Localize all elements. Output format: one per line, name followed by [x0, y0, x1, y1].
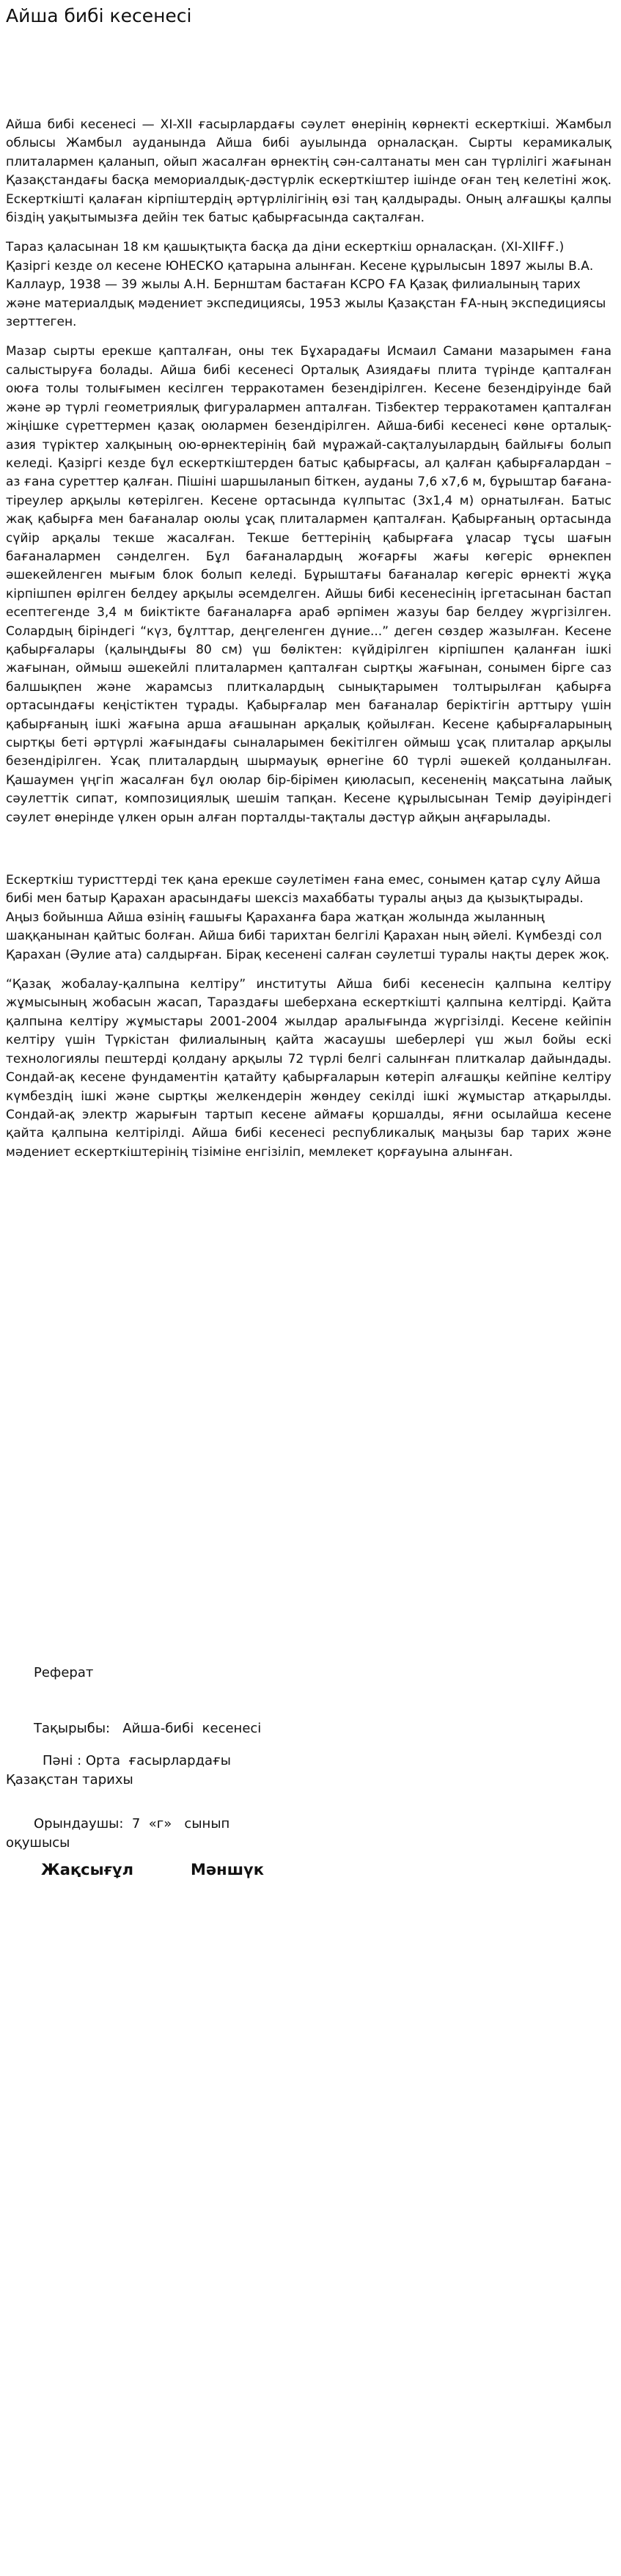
- report-label: Реферат: [34, 1665, 94, 1680]
- paragraph-architecture: Мазар сырты ерекше қапталған, оны тек Бұхарадағы Исмаил Самани мазарымен ғана салыстыруға болады. Айша бибі кесенесі Орталық Азиядағы плита түрінде қапталған оюға толы толығымен кесілген терракотамен безендірілген. Кесене безендіруінде бай және әр түрлі геометриялық фигуралармен апталған. Тізбектер терракотамен қапталған жіңішке сүреттермен қазақ оюлармен безендірілген. Айша-бибі кесенесі көне орталық-азия түріктер халқының ою-өрнектерінің бай мұражай-сақталуылардың байлығы болып келеді. Қазіргі кезде бұл ескерткіштерден батыс қабырғасы, ал қалған қабырғалардан – аз ғана суреттер қалған. Пішіні шаршыланып біткен, ауданы 7,6 х7,6 м, бұрыштар бағана-тіреулер арқылы көтерілген. Кесене ортасында күлпытас (3х1,4 м) орнатылған. Батыс жақ қабырға мен бағаналар оюлы ұсақ плиталармен қапталған. Қабырғаның ортасында сүйір арқалы текше жасалған. Текше беттерінің қабырғаға ұласар тұсы шағын бағаналармен сәнделген. Бұл бағаналардың жоғарғы жағы көгеріс өрнекпен әшекейленген мығым блок болып келеді. Бұрыштағы бағаналар көгеріс өрнекті жұқа кірпішпен өрілген белдеу арқылы әсемделген. Айшы бибі кесенесінің іргетасынан бастап есептегенде 3,4 м биіктікте бағаналарға араб әрпімен жазуы бар белдеу жүргізілген. Солардың біріндегі “күз, бұлттар, деңгеленген дүние...” деген сөздер жазылған. Кесене қабырғалары (қалыңдығы 80 см) үш бөліктен: күйдірілген кірпішпен қаланған ішкі жағынан, оймыш әшекейлі плиталармен қапталған сыртқы жағынан, сонымен бірге саз балшықпен және жарамсыз плиткалардың сынықтарымен толтырылған қабырға ортасындағы кеңістіктен тұрады. Қабырғалар мен бағаналар беріктігін арттыру үшін қабырғаның ішкі жағына арша ағашынан арқалық қойылған. Кесене қабырғаларының сыртқы беті әртүрлі жағындағы сыналарымен бекітілген оймыш ұсақ плиталар арқылы безендірілген. Ұсақ плиталардың шырмауық өрнегіне 60 түрлі әшекей қолданылған. Қашаумен үңгіп жасалған бұл оюлар бір-бірімен қиюласып, кесененің мақсатына лайық сәулеттік сипат, композициялық шешім тапқан. Кесене құрылысынан Темір дәуіріндегі сәулет өнерінде үлкен орын алған порталды-тақталы дәстүр айқын аңғарылады.: [6, 344, 611, 825]
- paragraph-intro: Айша бибі кесенесі — XI-XII ғасырлардағы сәулет өнерінің көрнекті ескерткіші. Жамбыл облысы Жамбыл ауданында Айша бибі ауылында орналасқан. Сырты керамикалық плиталармен қаланып, ойып жасалған өрнектің сән-салтанаты мен сан түрлілігі жағынан Қазақстандағы басқа мемориалдық-дәстүрлік ескерткіштер ішінде оған тең келетіні жоқ. Ескерткішті қалаған кірпіштердің әртүрлілігінің өзі таң қалдырады. Оның алғашқы қалпы біздің уақытымызға дейін тек батыс қабырғасында сақталған.: [6, 117, 611, 226]
- report-subject: Пәні : Орта ғасырлардағы: [43, 1753, 231, 1768]
- report-executor: Орындаушы: 7 «г» сынып: [34, 1816, 230, 1832]
- student-last-name: Мәншүк: [191, 1861, 264, 1878]
- report-subject-continued: Қазақстан тарихы: [6, 1772, 133, 1788]
- student-first-name: Жақсығұл: [41, 1861, 134, 1878]
- page-title: Айша бибі кесенесі: [6, 5, 192, 26]
- student-name: [6, 1860, 611, 1879]
- report-executor-continued: оқушысы: [6, 1835, 70, 1851]
- paragraph-location: Тараз қаласынан 18 км қашықтықта басқа да діни ескерткіш орналасқан. (ХІ-ХІІҒҒ.) Қазіргі кезде ол кесене ЮНЕСКО қатарына алынған. Кесене құрылысын 1897 жылы В.А. Каллаур, 1938 — 39 жылы А.Н. Бернштам бастаған КСРО ҒА Қазақ филиалының тарих және материалдық мәдениет экспедициясы, 1953 жылы Қазақстан ҒА-ның экспедициясы зерттеген.: [6, 240, 606, 330]
- paragraph-restoration: “Қазақ жобалау-қалпына келтіру” институты Айша бибі кесенесін қалпына келтіру жұмысының жобасын жасап, Тараздағы шеберхана ескерткішті қалпына келтірді. Қайта қалпына келтіру жұмыстары 2001-2004 жылдар аралығында жүргізілді. Кесене кейіпін келтіру үшін Түркістан филиалының қайта жасаушы шеберлері үш жыл бойы ескі технологиялы пештерді қолдану арқылы 72 түрлі белгі салынған плиткалар дайындады. Сондай-ақ кесене фундаментін қатайту қабырғаларын көтеріп алғашқы кейпіне келтіру күмбездің ішкі және сыртқы желкендерін жөндеу секілді ішкі жұмыстар атқарылды. Сондай-ақ электр жарығын тартып кесене аймағы қоршалды, яғни осылайша кесене қайта қалпына келтірілді. Айша бибі кесенесі республикалық маңызы бар тарих және мәдениет ескерткіштерінің тізіміне енгізіліп, мемлекет қорғауына алынған.: [6, 977, 611, 1160]
- report-cover: [6, 1664, 611, 1879]
- paragraph-legend: Ескерткіш туристтерді тек қана ерекше сәулетімен ғана емес, сонымен қатар сұлу Айша бибі мен батыр Қарахан арасындағы шексіз махаббаты туралы аңыз да қызықтырады. Аңыз бойынша Айша өзінің ғашығы Қараханға бара жатқан жолында жыланның шаққанынан қайтыс болған. Айша бибі тарихтан белгілі Қарахан ның әйелі. Күмбезді сол Қарахан (Әулие ата) салдырған. Бірақ кесенені салған сәулетші туралы нақты дерек жоқ.: [6, 873, 610, 962]
- report-topic: Тақырыбы: Айша-бибі кесенесі: [34, 1721, 262, 1736]
- article-body: [6, 116, 611, 1173]
- paragraph-spacer: [6, 838, 611, 871]
